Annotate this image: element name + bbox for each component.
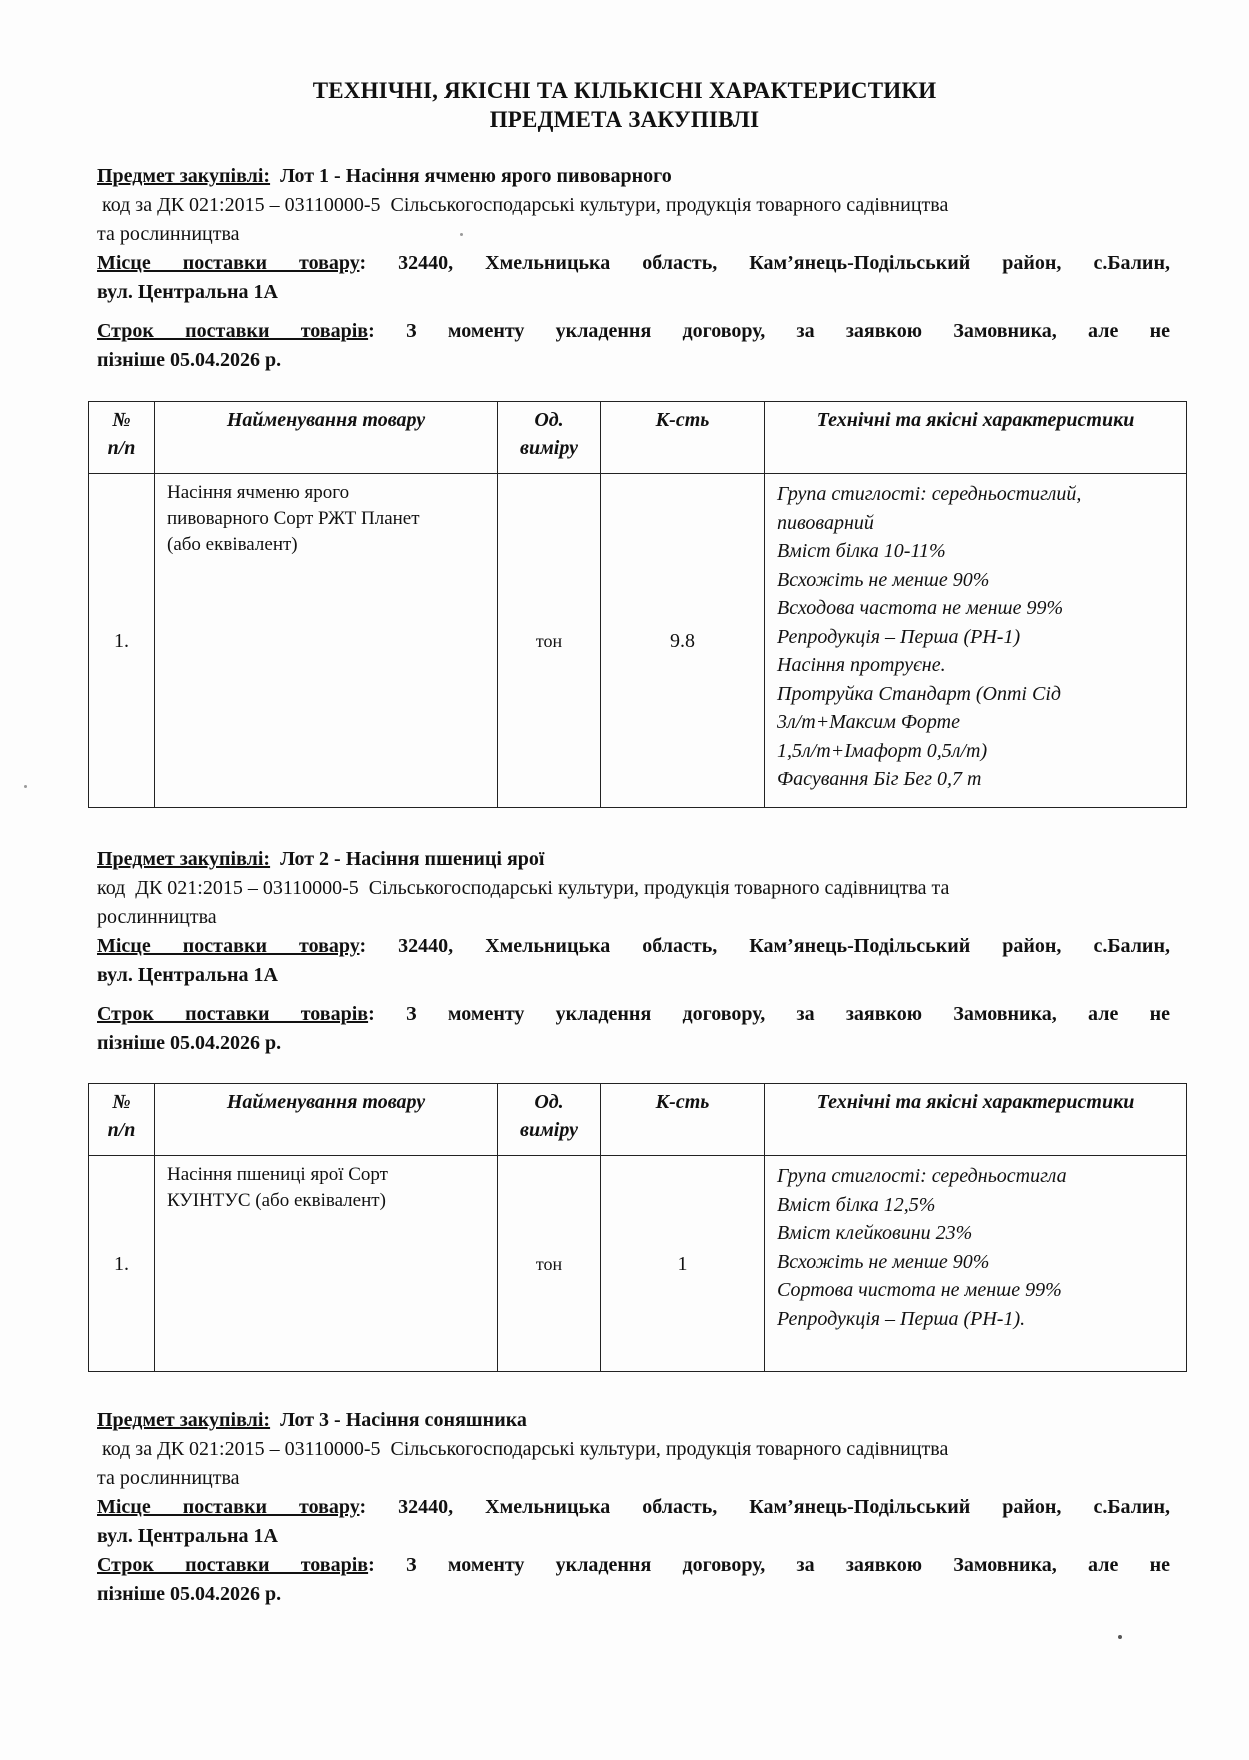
lot-1-term-cont: пізніше 05.04.2026 р. [97, 349, 282, 371]
title-line-2: ПРЕДМЕТА ЗАКУПІВЛІ [489, 107, 760, 132]
lot-1-place-value: : 32440, Хмельницька область, Кам’янець-Подільський район, с.Балин, [359, 252, 1170, 274]
subject-label: Предмет закупівлі: [97, 848, 271, 870]
lot-2-code-cont: рослинництва [97, 906, 217, 928]
header-chars: Технічні та якісні характеристики [765, 1084, 1187, 1156]
lot-3-code: код за ДК 021:2015 – 03110000-5 Сільськогосподарські культури, продукція товарного садівництва [97, 1438, 949, 1460]
row-qty: 9.8 [601, 474, 765, 808]
lot-1-subject [97, 162, 1170, 191]
lot-2-code: код ДК 021:2015 – 03110000-5 Сільськогосподарські культури, продукція товарного садівництва та [97, 877, 950, 899]
table-header-row [89, 1084, 1187, 1156]
lot-1-info [97, 162, 1170, 375]
lot-2-place-cont: вул. Центральна 1А [97, 964, 278, 986]
lot-2-info [97, 845, 1170, 1058]
lot-3-term-value: : З моменту укладення договору, за заявкою Замовника, але не [368, 1554, 1170, 1576]
document-title [0, 76, 1249, 134]
lot-1-table [88, 401, 1187, 808]
lot-1-place-cont: вул. Центральна 1А [97, 281, 278, 303]
lot-3-place [97, 1493, 1170, 1522]
lot-3-subject [97, 1406, 1170, 1435]
header-qty: К-сть [601, 402, 765, 474]
row-name: Насіння пшениці ярої Сорт КУІНТУС (або еквівалент) [155, 1156, 498, 1372]
table-header-row [89, 402, 1187, 474]
lot-1-term-value: : З моменту укладення договору, за заявкою Замовника, але не [368, 320, 1170, 342]
lot-2-place [97, 932, 1170, 961]
lot-1-code: код за ДК 021:2015 – 03110000-5 Сільськогосподарські культури, продукція товарного садівництва [97, 194, 949, 216]
lot-3-info [97, 1406, 1170, 1609]
scan-speck [24, 785, 27, 788]
subject-label: Предмет закупівлі: [97, 1409, 271, 1431]
header-chars: Технічні та якісні характеристики [765, 402, 1187, 474]
term-label: Строк поставки товарів [97, 320, 369, 342]
lot-2-subject-value: Лот 2 - Насіння пшениці ярої [280, 848, 545, 870]
lot-2-place-value: : 32440, Хмельницька область, Кам’янець-Подільський район, с.Балин, [359, 935, 1170, 957]
lot-2-term [97, 1000, 1170, 1029]
lot-1-subject-value: Лот 1 - Насіння ячменю ярого пивоварного [280, 165, 672, 187]
lot-2-term-value: : З моменту укладення договору, за заявкою Замовника, але не [368, 1003, 1170, 1025]
header-qty: К-сть [601, 1084, 765, 1156]
header-num: № п/п [89, 1084, 155, 1156]
lot-3-subject-value: Лот 3 - Насіння соняшника [280, 1409, 527, 1431]
row-unit: тон [498, 1156, 601, 1372]
table-row [89, 1156, 1187, 1372]
row-characteristics: Група стиглості: середньостигла Вміст білка 12,5% Вміст клейковини 23% Всхожіть не менше 90% Сортова чистота не менше 99% Репродукція – Перша (РН-1). [765, 1156, 1187, 1372]
lot-3-term-cont: пізніше 05.04.2026 р. [97, 1583, 282, 1605]
row-characteristics: Група стиглості: середньостиглий, пивоварний Вміст білка 10-11% Всхожіть не менше 90% Всходова частота не менше 99% Репродукція – Перша (РН-1) Насіння протруєне. Протруйка Стандарт (Опті Сід 3л/т+Максим Форте 1,5л/т+Імафорт 0,5л/т) Фасування Біг Бег 0,7 т [765, 474, 1187, 808]
lot-3-place-value: : 32440, Хмельницька область, Кам’янець-Подільський район, с.Балин, [359, 1496, 1170, 1518]
header-name: Найменування товару [155, 402, 498, 474]
term-label: Строк поставки товарів [97, 1003, 369, 1025]
lot-1-code-cont: та рослинництва [97, 223, 240, 245]
row-num: 1. [89, 1156, 155, 1372]
row-unit: тон [498, 474, 601, 808]
table-row [89, 474, 1187, 808]
lot-2-term-cont: пізніше 05.04.2026 р. [97, 1032, 282, 1054]
lot-3-code-cont: та рослинництва [97, 1467, 240, 1489]
lot-1-term [97, 317, 1170, 346]
lot-3-term [97, 1551, 1170, 1580]
header-num: № п/п [89, 402, 155, 474]
scan-speck [460, 233, 463, 236]
header-unit: Од. виміру [498, 1084, 601, 1156]
title-line-1: ТЕХНІЧНІ, ЯКІСНІ ТА КІЛЬКІСНІ ХАРАКТЕРИСТИКИ [312, 78, 937, 103]
term-label: Строк поставки товарів [97, 1554, 369, 1576]
row-name: Насіння ячменю ярого пивоварного Сорт РЖТ Планет (або еквівалент) [155, 474, 498, 808]
place-label: Місце поставки товару [97, 1496, 360, 1518]
row-qty: 1 [601, 1156, 765, 1372]
header-unit: Од. виміру [498, 402, 601, 474]
lot-2-subject [97, 845, 1170, 874]
subject-label: Предмет закупівлі: [97, 165, 271, 187]
place-label: Місце поставки товару [97, 935, 360, 957]
header-name: Найменування товару [155, 1084, 498, 1156]
lot-1-place [97, 249, 1170, 278]
lot-3-place-cont: вул. Центральна 1А [97, 1525, 278, 1547]
row-num: 1. [89, 474, 155, 808]
scan-speck [1118, 1635, 1122, 1639]
place-label: Місце поставки товару [97, 252, 360, 274]
lot-2-table [88, 1083, 1187, 1372]
